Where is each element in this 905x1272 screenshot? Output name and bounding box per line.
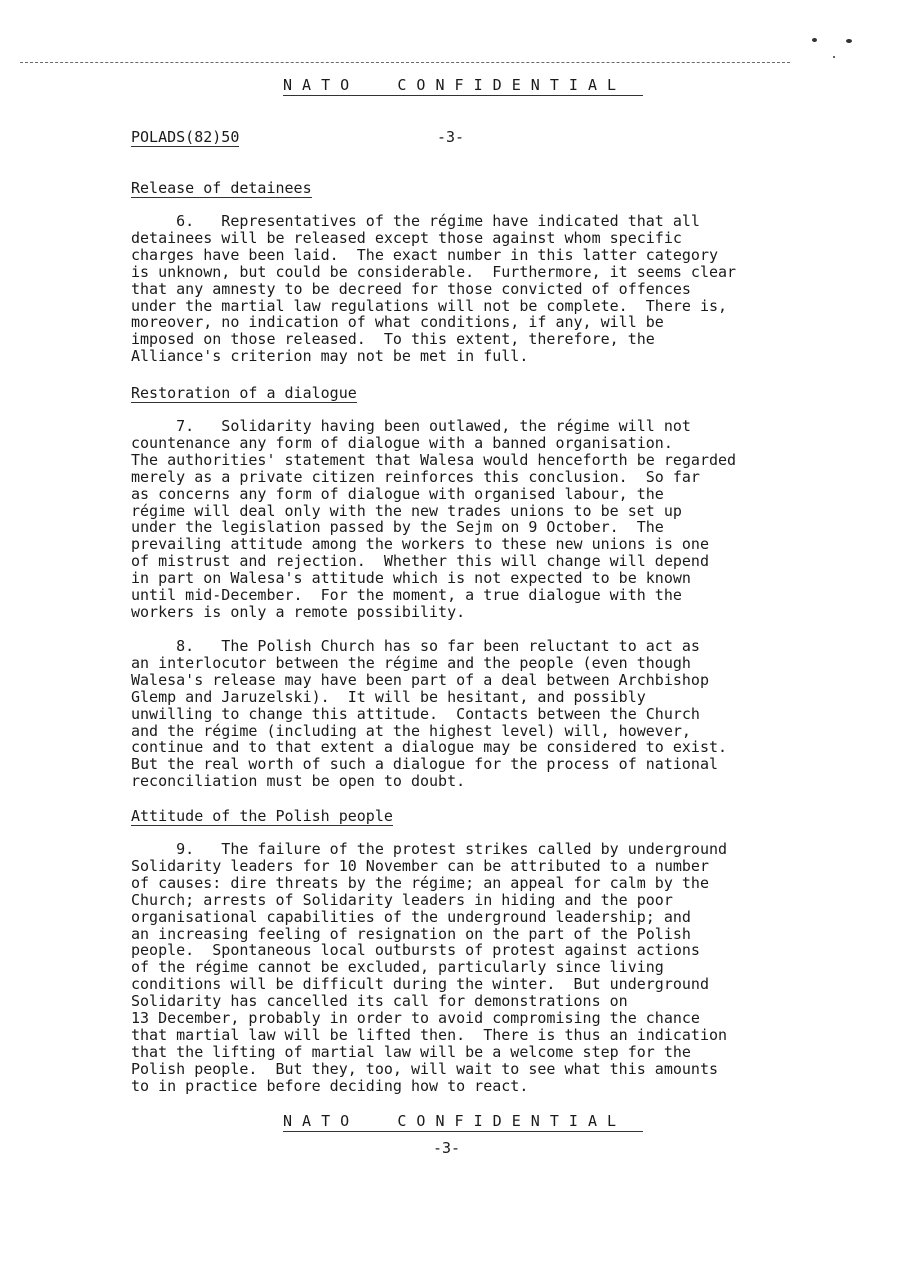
document-reference: POLADS(82)50 [131, 128, 240, 146]
page-number-bottom: -3- [433, 1139, 461, 1157]
section-heading: Restoration of a dialogue [131, 384, 357, 402]
top-dashed-rule [20, 62, 790, 63]
page-number-top: -3- [437, 128, 465, 146]
scan-speck [846, 39, 852, 43]
paragraph-6: 6. Representatives of the régime have indicated that all detainees will be released except those against whom specific charges have been laid. The exact number in this latter category is unknown, but could be considerable. Furthermore, it seems clear that any amnesty to be decreed for those convicted of offences under the martial law regulations will not be complete. There is, moreover, no indication of what conditions, if any, will be imposed on those released. To this extent, therefore, the Alliance's criterion may not be met in full. [131, 212, 737, 366]
paragraph-7: 7. Solidarity having been outlawed, the régime will not countenance any form of dialogue with a banned organisation. The authorities' statement that Walesa would henceforth be regarded merely as a private citizen reinforces this conclusion. So far as concerns any form of dialogue with organised labour, the régime will deal only with the new trades unions to be set up under the legislation passed by the Sejm on 9 October. The prevailing attitude among the workers to these new unions is one of mistrust and rejection. Whether this will change will depend in part on Walesa's attitude which is not expected to be known until mid-December. For the moment, a true dialogue with the workers is only a remote possibility. [131, 417, 737, 621]
section-heading: Release of detainees [131, 179, 312, 197]
paragraph-9: 9. The failure of the protest strikes called by underground Solidarity leaders for 10 November can be attributed to a number of causes: dire threats by the régime; an appeal for calm by the Church; arrests of Solidarity leaders in hiding and the poor organisational capabilities of the underground leadership; and an increasing feeling of resignation on the part of the Polish people. Spontaneous local outbursts of protest against actions of the régime cannot be excluded, particularly since living conditions will be difficult during the winter. But underground Solidarity has cancelled its call for demonstrations on 13 December, probably in order to avoid compromising the chance that martial law will be lifted then. There is thus an indication that the lifting of martial law will be a welcome step for the Polish people. But they, too, will wait to see what this amounts to in practice before deciding how to react. [131, 840, 728, 1095]
scan-speck [833, 56, 835, 58]
scan-speck [812, 38, 817, 42]
classification-footer: N A T O C O N F I D E N T I A L [283, 1112, 643, 1132]
paragraph-8: 8. The Polish Church has so far been reluctant to act as an interlocutor between the régime and the people (even though Walesa's release may have been part of a deal between Archbishop Glemp and Jaruzelski). It will be hesitant, and possibly unwilling to change this attitude. Contacts between the Church and the régime (including at the highest level) will, however, continue and to that extent a dialogue may be considered to exist. But the real worth of such a dialogue for the process of national reconciliation must be open to doubt. [131, 637, 728, 791]
classification-header: N A T O C O N F I D E N T I A L [283, 76, 643, 96]
section-heading: Attitude of the Polish people [131, 807, 393, 825]
